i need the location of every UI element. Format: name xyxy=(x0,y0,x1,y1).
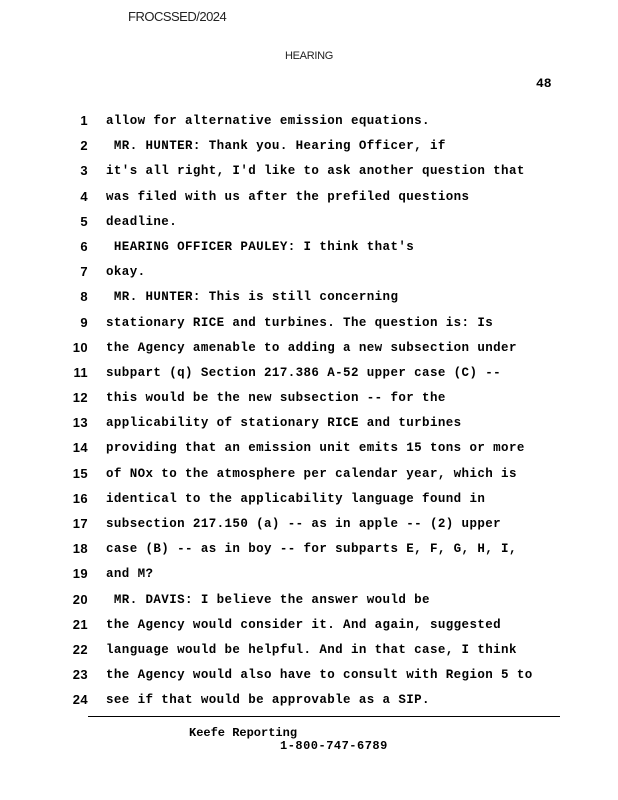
footer-company: Keefe Reporting xyxy=(189,726,298,740)
transcript-line xyxy=(0,590,618,615)
line-text: the Agency would consider it. And again, suggested xyxy=(106,617,502,632)
transcript-line xyxy=(0,237,618,262)
transcript-line xyxy=(0,413,618,438)
line-text: see if that would be approvable as a SIP. xyxy=(106,693,430,708)
line-number: 21 xyxy=(72,616,88,632)
transcript-line xyxy=(0,539,618,564)
line-text: HEARING OFFICER PAULEY: I think that's xyxy=(106,239,415,254)
transcript-line xyxy=(0,363,618,388)
line-text: allow for alternative emission equations. xyxy=(106,114,430,128)
line-text: it's all right, I'd like to ask another question that xyxy=(106,164,525,179)
transcript-line xyxy=(0,111,618,136)
transcript-line xyxy=(0,615,618,640)
line-number: 12 xyxy=(72,390,88,406)
page-header-title: HEARING xyxy=(284,50,334,62)
line-text: identical to the applicability language found in xyxy=(106,491,486,506)
line-number: 16 xyxy=(72,490,88,506)
transcript-line xyxy=(0,187,618,212)
line-number: 24 xyxy=(72,692,88,708)
line-text: the Agency would also have to consult with Region 5 to xyxy=(106,668,533,683)
line-text: of NOx to the atmosphere per calendar year, which is xyxy=(106,466,517,481)
transcript-line xyxy=(0,564,618,589)
line-number: 14 xyxy=(72,440,88,456)
footer-divider xyxy=(88,716,560,717)
transcript-line xyxy=(0,514,618,539)
line-text: deadline. xyxy=(106,214,178,229)
line-text: was filed with us after the prefiled questions xyxy=(106,189,470,204)
line-number: 17 xyxy=(72,516,88,531)
transcript-line xyxy=(0,388,618,413)
line-text: and M? xyxy=(106,567,154,582)
header-stamp: FROCSSED/2024 xyxy=(128,9,227,24)
line-number: 7 xyxy=(80,264,88,280)
line-text: okay. xyxy=(106,265,146,280)
transcript-line xyxy=(0,212,618,237)
line-number: 15 xyxy=(72,465,88,481)
line-text: the Agency amenable to adding a new subsection under xyxy=(106,340,517,355)
line-number: 10 xyxy=(72,339,88,355)
line-number: 13 xyxy=(72,415,88,431)
line-number: 4 xyxy=(80,188,88,204)
transcript-line xyxy=(0,690,618,715)
transcript-line xyxy=(0,136,618,161)
line-text: MR. HUNTER: This is still concerning xyxy=(106,290,399,305)
page-number: 48 xyxy=(536,76,552,91)
line-text: this would be the new subsection -- for the xyxy=(106,391,446,406)
line-text: case (B) -- as in boy -- for subparts E, F, G, H, I, xyxy=(106,542,517,557)
transcript-line xyxy=(0,287,618,312)
line-text: applicability of stationary RICE and turbines xyxy=(106,416,462,431)
line-text: subpart (q) Section 217.386 A-52 upper case (C) -- xyxy=(106,365,502,380)
transcript-line xyxy=(0,489,618,514)
transcript-line xyxy=(0,262,618,287)
line-number: 8 xyxy=(80,289,88,305)
transcript-line xyxy=(0,640,618,665)
line-number: 11 xyxy=(73,364,88,380)
line-number: 1 xyxy=(80,113,88,128)
transcript-line xyxy=(0,338,618,363)
line-number: 22 xyxy=(72,641,88,657)
line-number: 5 xyxy=(80,213,88,229)
transcript-line xyxy=(0,665,618,690)
line-text: language would be helpful. And in that case, I think xyxy=(106,642,517,657)
line-text: subsection 217.150 (a) -- as in apple -- (2) upper xyxy=(106,517,502,531)
transcript-line xyxy=(0,438,618,463)
line-text: MR. DAVIS: I believe the answer would be xyxy=(106,592,430,607)
line-number: 9 xyxy=(80,314,88,330)
footer-phone: 1-800-747-6789 xyxy=(280,739,388,753)
transcript-line xyxy=(0,313,618,338)
line-text: providing that an emission unit emits 15 tons or more xyxy=(106,441,525,456)
line-text: MR. HUNTER: Thank you. Hearing Officer, if xyxy=(106,139,446,154)
line-text: stationary RICE and turbines. The question is: Is xyxy=(106,315,494,330)
line-number: 6 xyxy=(80,238,88,254)
line-number: 23 xyxy=(72,667,88,683)
transcript-body xyxy=(0,111,618,716)
line-number: 20 xyxy=(72,591,88,607)
transcript-line xyxy=(0,464,618,489)
line-number: 18 xyxy=(72,541,88,557)
line-number: 2 xyxy=(80,138,88,154)
transcript-line xyxy=(0,161,618,186)
line-number: 3 xyxy=(80,163,88,179)
line-number: 19 xyxy=(72,566,88,582)
